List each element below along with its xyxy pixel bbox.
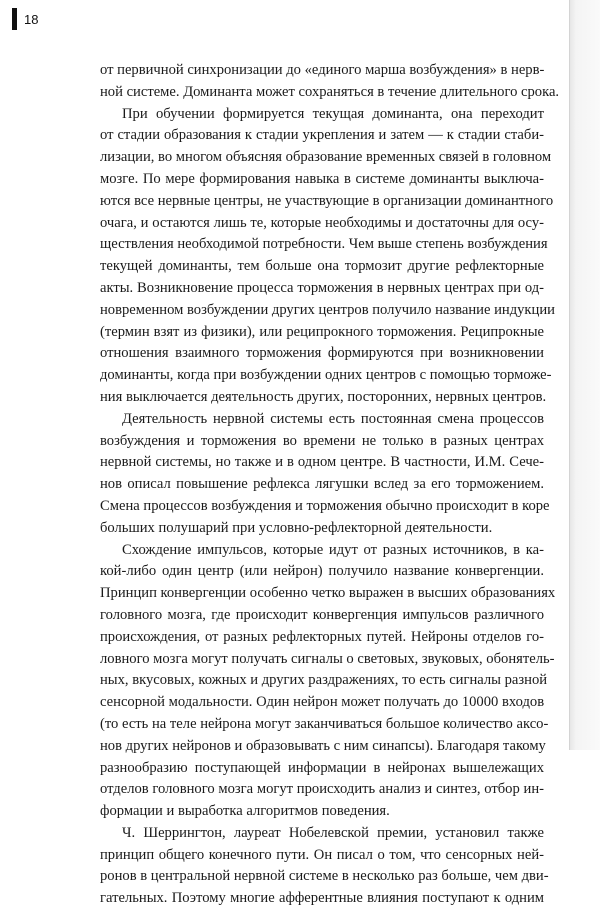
text-line: отделов головного мозга могут происходить анализ и синтез, отбор ин-: [100, 781, 544, 798]
text-line: очага, и остаются лишь те, которые необходимы и достаточны для осу-: [100, 214, 544, 231]
text-line: от первичной синхронизации до «единого марша возбуждения» в нерв-: [100, 62, 545, 78]
text-line: ловного мозга могут получать сигналы о световых, звуковых, обонятель-: [100, 650, 555, 667]
text-line: акты. Возникновение процесса торможения в нервных центрах при од-: [100, 279, 544, 296]
text-line: формации и выработка алгоритмов поведения.: [100, 803, 390, 820]
text-line: нов других нейронов и образовывать с ним синапсы). Благодаря такому: [100, 737, 546, 754]
text-line: Принцип конвергенции особенно четко выражен в высших образованиях: [100, 585, 556, 602]
text-line: Схождение импульсов, которые идут от разных источников, в ка-: [122, 541, 544, 558]
text-line: Деятельность нервной системы есть постоянная смена процессов: [122, 410, 544, 427]
paragraph: [100, 540, 556, 823]
text-line: ных, вкусовых, кожных и других раздражениях, то есть сигналы разной: [100, 672, 548, 689]
paragraph: [100, 104, 555, 409]
text-line: разнообразию поступающей информации в нейронах вышележащих: [100, 759, 544, 776]
text-line: ронов в центральной нервной системе в несколько раз больше, чем дви-: [100, 868, 549, 885]
text-line: мозге. По мере формирования навыка в системе доминанты выключа-: [100, 170, 544, 187]
paragraph: [100, 60, 560, 104]
page-number: 18: [24, 11, 39, 27]
text-line: нов описал повышение рефлекса лягушки вслед за его торможением.: [100, 476, 544, 493]
text-line: Смена процессов возбуждения и торможения обычно происходит в коре: [100, 497, 550, 514]
text-line: ния выключается деятельность других, посторонних, нервных центров.: [100, 388, 547, 405]
text-line: ются все нервные центры, не участвующие в организации доминантного: [100, 192, 554, 209]
body-text: [100, 60, 560, 910]
paragraph: [100, 409, 550, 540]
page-header: [12, 8, 38, 30]
text-line: (термин взят из физики), или реципрокного торможения. Реципрокные: [100, 323, 544, 340]
text-line: новременном возбуждении других центров получило название индукции: [100, 301, 555, 318]
text-line: Ч. Шеррингтон, лауреат Нобелевской премии, установил также: [122, 824, 544, 841]
text-line: лизации, во многом объясняя образование временных связей в головном: [100, 149, 552, 166]
text-line: сенсорной модальности. Один нейрон может получать до 10000 входов: [100, 694, 545, 711]
text-line: происхождения, от разных рефлекторных путей. Нейроны отделов го-: [100, 628, 544, 645]
text-line: текущей доминанты, тем больше она тормозит другие рефлекторные: [100, 258, 544, 275]
paragraph: [100, 823, 549, 910]
text-line: отношения взаимного торможения формируются при возникновении: [100, 345, 544, 362]
page-marker-bar: [12, 8, 17, 30]
page-edge-shadow: [569, 0, 600, 750]
text-line: нервной системы, но также и в одном центре. В частности, И.М. Сече-: [100, 454, 544, 471]
text-line: больших полушарий при условно-рефлекторной деятельности.: [100, 519, 493, 536]
text-line: возбуждения и торможения во времени не только в разных центрах: [100, 432, 544, 449]
text-line: доминанты, когда при возбуждении одних центров с помощью торможе-: [100, 367, 552, 384]
text-line: кой-либо один центр (или нейрон) получило название конвергенции.: [100, 563, 544, 580]
text-line: гательных. Поэтому многие афферентные влияния поступают к одним: [100, 890, 544, 907]
text-line: ной системе. Доминанта может сохраняться в течение длительного срока.: [100, 83, 560, 100]
text-line: головного мозга, где происходит конвергенция импульсов различного: [100, 606, 544, 623]
text-line: ществления необходимой потребности. Чем выше степень возбуждения: [100, 236, 548, 253]
text-line: от стадии образования к стадии укрепления и затем — к стадии стаби-: [100, 127, 544, 144]
text-line: При обучении формируется текущая доминанта, она переходит: [122, 105, 544, 122]
text-line: принцип общего конечного пути. Он писал о том, что сенсорных ней-: [100, 846, 544, 863]
text-line: (то есть на теле нейрона могут заканчиваться большое количество аксо-: [100, 715, 549, 732]
